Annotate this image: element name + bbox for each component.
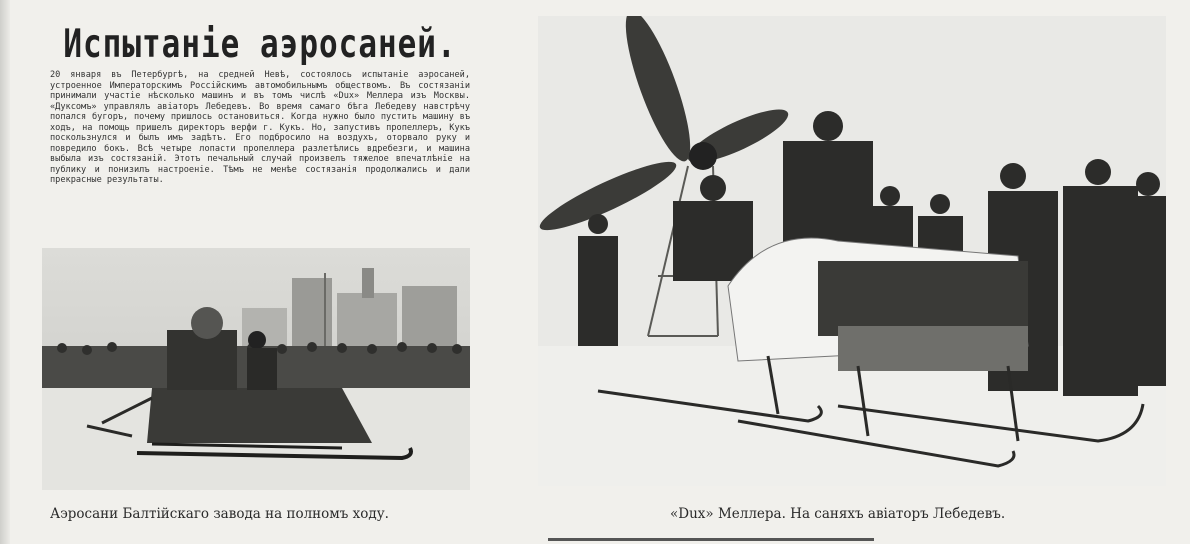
photo-baltic-aerosled-image (42, 248, 470, 490)
photo-baltic-aerosled (42, 248, 470, 490)
photo-caption-dux: «Dux» Меллера. На саняхъ авіаторъ Лебедевъ. (670, 506, 1006, 522)
bottom-rule (548, 538, 874, 541)
article-text: 20 января въ Петербургѣ, на средней Невѣ, состоялось испытаніе аэросаней, устроенное Императорскимъ Россійскимъ автомобильнымъ обществомъ. Въ состязаніи принимали участіе нѣсколько машинъ и въ томъ числѣ «Dux» Меллера изъ Москвы. «Дуксомъ» управлялъ авіаторъ Лебедевъ. Во время самаго бѣга Лебедеву навстрѣчу попался бугоръ, почему пришлось остановиться. Когда нужно было пустить машину въ ходъ, на помощь пришелъ директоръ верфи г. Кукъ. Но, запустивъ пропеллеръ, Кукъ поскользнулся и былъ имъ задѣтъ. Его подбросило на воздухъ, оторвало руку и повредило бокъ. Всѣ четыре лопасти пропеллера разлетѣлись вдребезги, и машина выбыла изъ состязаній. Этотъ печальный случай произвелъ тяжелое впечатлѣніе на публику и понизилъ настроеніе. Тѣмъ не менѣе состязанія продолжались и дали прекрасные результаты. (50, 70, 470, 185)
article-headline: Испытаніе аэросаней. (63, 22, 457, 67)
page-fold-shadow (0, 0, 10, 544)
photo-caption-baltic: Аэросани Балтійскаго завода на полномъ ходу. (50, 506, 389, 522)
photo-dux-aerosled (538, 16, 1166, 486)
photo-dux-aerosled-image (538, 16, 1166, 486)
